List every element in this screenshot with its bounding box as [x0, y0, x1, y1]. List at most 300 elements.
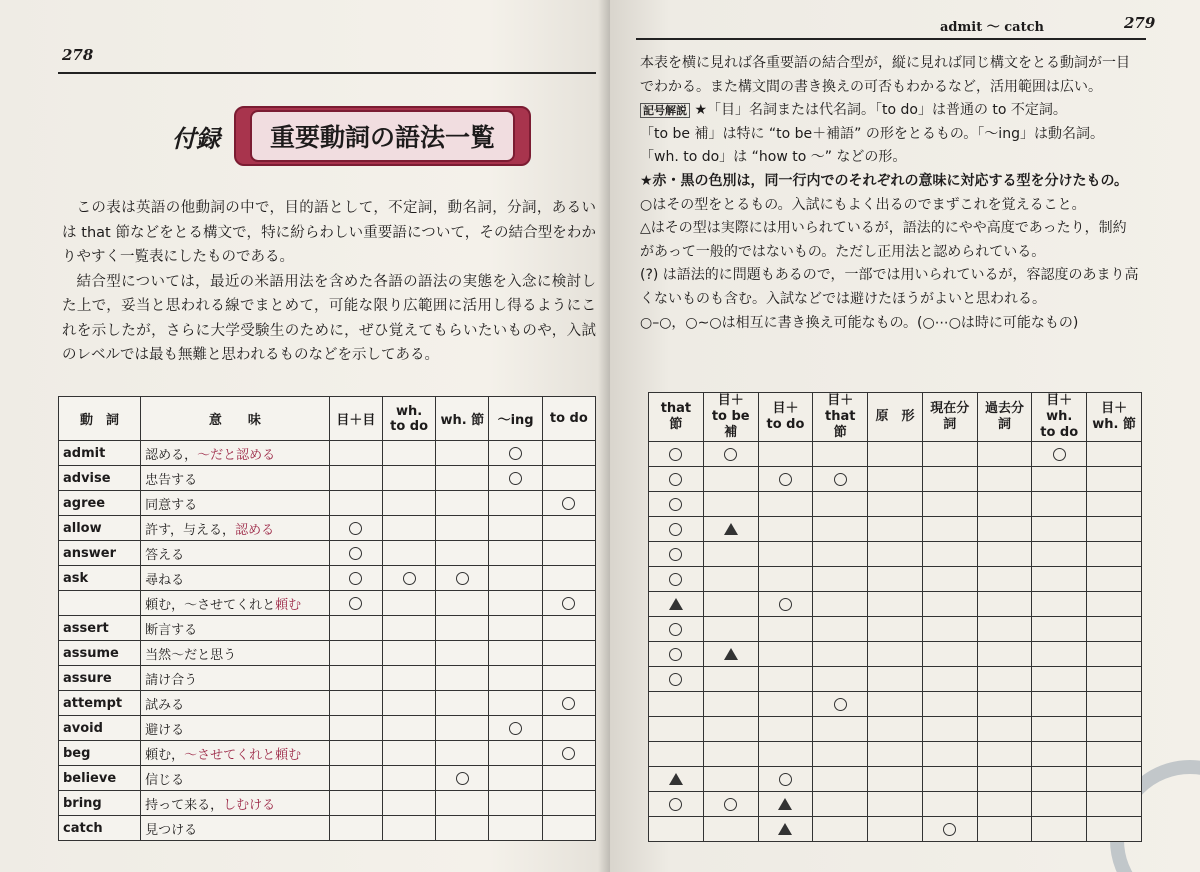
pattern-header: 目＋ to be 補 — [703, 393, 758, 442]
pattern-cell — [1087, 467, 1142, 492]
pattern-header: 目＋ that 節 — [813, 393, 868, 442]
pattern-cell — [1087, 817, 1142, 842]
circle-mark — [456, 572, 469, 585]
table-row — [59, 466, 596, 491]
pattern-header: 目＋ to do — [758, 393, 813, 442]
verb-cell: avoid — [59, 716, 141, 741]
table-row — [59, 816, 596, 841]
pattern-cell — [758, 617, 813, 642]
pattern-cell — [868, 717, 923, 742]
meaning-cell — [141, 441, 330, 466]
pattern-cell — [703, 692, 758, 717]
verb-cell: admit — [59, 441, 141, 466]
pattern-cell — [382, 666, 435, 691]
table-row — [59, 766, 596, 791]
header-ing: ～ing — [489, 397, 542, 441]
verb-cell: beg — [59, 741, 141, 766]
pattern-cell — [329, 741, 382, 766]
table-row — [649, 542, 1142, 567]
pattern-cell — [977, 467, 1032, 492]
pattern-cell — [813, 467, 868, 492]
pattern-cell — [703, 817, 758, 842]
pattern-cell — [436, 541, 489, 566]
pattern-cell — [649, 642, 704, 667]
pattern-cell — [868, 442, 923, 467]
pattern-cell — [436, 716, 489, 741]
pattern-cell — [922, 667, 977, 692]
title-box — [234, 106, 531, 166]
meaning-text: 請け合う — [145, 672, 198, 688]
pattern-cell — [1032, 667, 1087, 692]
triangle-mark — [724, 648, 738, 660]
pattern-cell — [977, 692, 1032, 717]
pattern-cell — [1032, 567, 1087, 592]
header-wh-to-do: wh. to do — [382, 397, 435, 441]
pattern-cell — [329, 516, 382, 541]
pattern-cell — [436, 441, 489, 466]
pattern-header: 目＋ wh. 節 — [1087, 393, 1142, 442]
verb-cell: assure — [59, 666, 141, 691]
meaning-text: 避ける — [145, 722, 185, 738]
pattern-cell — [542, 616, 595, 641]
table-row — [59, 666, 596, 691]
pattern-cell — [1032, 717, 1087, 742]
table-row — [649, 717, 1142, 742]
circle-mark — [779, 773, 792, 786]
pattern-cell — [977, 542, 1032, 567]
pattern-cell — [922, 692, 977, 717]
pattern-cell — [329, 541, 382, 566]
legend-line-2 — [640, 99, 1140, 123]
pattern-cell — [1032, 692, 1087, 717]
pattern-cell — [703, 667, 758, 692]
pattern-cell — [868, 792, 923, 817]
circle-mark — [669, 548, 682, 561]
table-row — [649, 592, 1142, 617]
legend-tag: 記号解説 — [640, 103, 690, 118]
table-row — [649, 767, 1142, 792]
pattern-cell — [489, 691, 542, 716]
pattern-cell — [649, 617, 704, 642]
circle-mark — [834, 473, 847, 486]
pattern-cell — [758, 692, 813, 717]
pattern-table — [648, 392, 1142, 842]
pattern-cell — [1032, 617, 1087, 642]
pattern-cell — [489, 766, 542, 791]
pattern-cell — [1032, 542, 1087, 567]
table-row — [649, 467, 1142, 492]
pattern-cell — [649, 542, 704, 567]
pattern-cell — [382, 491, 435, 516]
pattern-cell — [382, 441, 435, 466]
pattern-cell — [436, 466, 489, 491]
pattern-cell — [436, 591, 489, 616]
page-number-left: 278 — [62, 46, 94, 64]
legend-text — [640, 52, 1140, 335]
pattern-cell — [1087, 492, 1142, 517]
pattern-cell — [813, 817, 868, 842]
circle-mark — [403, 572, 416, 585]
pattern-cell — [813, 517, 868, 542]
pattern-cell — [382, 766, 435, 791]
verb-table-body — [59, 441, 596, 841]
pattern-cell — [813, 642, 868, 667]
running-header: admit ～ catch — [940, 20, 1044, 35]
pattern-cell — [382, 741, 435, 766]
pattern-cell — [542, 741, 595, 766]
triangle-mark — [778, 823, 792, 835]
pattern-cell — [329, 766, 382, 791]
table-row — [59, 716, 596, 741]
pattern-cell — [542, 691, 595, 716]
pattern-cell — [813, 592, 868, 617]
pattern-cell — [436, 766, 489, 791]
pattern-cell — [758, 442, 813, 467]
pattern-cell — [758, 767, 813, 792]
pattern-cell — [649, 717, 704, 742]
pattern-cell — [542, 666, 595, 691]
pattern-cell — [813, 767, 868, 792]
pattern-cell — [1032, 642, 1087, 667]
pattern-cell — [977, 667, 1032, 692]
meaning-text: 当然～だと思う — [145, 647, 237, 663]
pattern-cell — [868, 817, 923, 842]
legend-line-5: ★赤・黒の色別は，同一行内でのそれぞれの意味に対応する型を分けたもの。 — [640, 172, 1128, 189]
pattern-cell — [758, 667, 813, 692]
table-row — [649, 667, 1142, 692]
pattern-cell — [649, 667, 704, 692]
verb-cell — [59, 591, 141, 616]
pattern-cell — [813, 742, 868, 767]
meaning-cell — [141, 816, 330, 841]
meaning-text: 試みる — [145, 697, 185, 713]
meaning-cell — [141, 591, 330, 616]
legend-line-9: ○–○，○∼○は相互に書き換え可能なもの。(○⋯○は時に可能なもの) — [640, 314, 1079, 331]
pattern-cell — [1032, 792, 1087, 817]
pattern-cell — [649, 767, 704, 792]
title-area — [172, 106, 531, 166]
pattern-cell — [922, 717, 977, 742]
meaning-text: 頼む， — [145, 747, 185, 763]
verb-cell: bring — [59, 791, 141, 816]
pattern-cell — [542, 816, 595, 841]
pattern-cell — [649, 742, 704, 767]
header-rule-left — [58, 72, 596, 74]
pattern-cell — [703, 467, 758, 492]
circle-mark — [669, 523, 682, 536]
pattern-cell — [489, 641, 542, 666]
table-row — [649, 692, 1142, 717]
pattern-cell — [382, 616, 435, 641]
meaning-cell — [141, 466, 330, 491]
pattern-cell — [329, 591, 382, 616]
pattern-cell — [1032, 517, 1087, 542]
meaning-text: 断言する — [145, 622, 198, 638]
table-row — [59, 791, 596, 816]
pattern-cell — [489, 441, 542, 466]
pattern-cell — [542, 716, 595, 741]
pattern-cell — [329, 641, 382, 666]
table-row — [649, 492, 1142, 517]
pattern-cell — [1087, 542, 1142, 567]
pattern-cell — [542, 641, 595, 666]
pattern-cell — [977, 817, 1032, 842]
title-prefix: 付録 — [172, 123, 220, 153]
circle-mark — [562, 697, 575, 710]
meaning-text: 同意する — [145, 497, 198, 513]
pattern-cell — [977, 767, 1032, 792]
circle-mark — [349, 547, 362, 560]
pattern-cell — [1087, 692, 1142, 717]
meaning-text: 尋ねる — [145, 572, 185, 588]
circle-mark — [669, 798, 682, 811]
pattern-cell — [329, 441, 382, 466]
pattern-cell — [329, 666, 382, 691]
triangle-mark — [669, 598, 683, 610]
meaning-cell — [141, 616, 330, 641]
meaning-cell — [141, 491, 330, 516]
pattern-cell — [489, 591, 542, 616]
pattern-cell — [813, 442, 868, 467]
header-wh-clause: wh. 節 — [436, 397, 489, 441]
table-row — [59, 441, 596, 466]
pattern-cell — [868, 767, 923, 792]
pattern-cell — [922, 742, 977, 767]
pattern-cell — [436, 566, 489, 591]
pattern-cell — [922, 592, 977, 617]
triangle-mark — [724, 523, 738, 535]
circle-mark — [562, 747, 575, 760]
pattern-cell — [1087, 592, 1142, 617]
pattern-cell — [868, 667, 923, 692]
circle-mark — [724, 798, 737, 811]
pattern-cell — [329, 491, 382, 516]
intro-text — [62, 196, 596, 368]
circle-mark — [669, 448, 682, 461]
pattern-cell — [436, 516, 489, 541]
pattern-cell — [1032, 467, 1087, 492]
circle-mark — [1053, 448, 1066, 461]
pattern-cell — [703, 592, 758, 617]
pattern-cell — [758, 567, 813, 592]
legend-line-8: (?) は語法的に問題もあるので，一部では用いられているが，容認度のあまり高くないものも含む。入試などでは避けたほうがよいと思われる。 — [640, 267, 1139, 307]
pattern-cell — [1087, 517, 1142, 542]
pattern-cell — [542, 441, 595, 466]
pattern-cell — [703, 567, 758, 592]
table-row — [59, 591, 596, 616]
table-row — [649, 742, 1142, 767]
meaning-cell — [141, 716, 330, 741]
pattern-cell — [758, 517, 813, 542]
pattern-cell — [922, 442, 977, 467]
pattern-cell — [329, 616, 382, 641]
pattern-cell — [436, 791, 489, 816]
meaning-text: 許す，与える， — [145, 522, 236, 538]
pattern-cell — [977, 592, 1032, 617]
verb-cell: allow — [59, 516, 141, 541]
meaning-cell — [141, 516, 330, 541]
legend-line-7: △はその型は実際には用いられているが，語法的にやや高度であったり，制約があって一般的ではないもの。ただし正用法と認められている。 — [640, 220, 1127, 260]
pattern-cell — [329, 791, 382, 816]
pattern-cell — [542, 491, 595, 516]
pattern-cell — [868, 517, 923, 542]
pattern-cell — [1032, 767, 1087, 792]
pattern-cell — [489, 816, 542, 841]
meaning-text: 頼む，～させてくれと — [145, 597, 276, 613]
table-row — [649, 517, 1142, 542]
pattern-cell — [977, 717, 1032, 742]
verb-cell: believe — [59, 766, 141, 791]
meaning-red-text: 頼む — [275, 597, 302, 613]
pattern-cell — [329, 716, 382, 741]
pattern-cell — [758, 642, 813, 667]
meaning-cell — [141, 691, 330, 716]
pattern-cell — [436, 491, 489, 516]
pattern-cell — [922, 792, 977, 817]
pattern-cell — [489, 566, 542, 591]
meaning-cell — [141, 766, 330, 791]
pattern-cell — [813, 667, 868, 692]
meaning-text: 答える — [145, 547, 185, 563]
pattern-cell — [703, 792, 758, 817]
pattern-cell — [1032, 442, 1087, 467]
table-row — [649, 642, 1142, 667]
pattern-cell — [1032, 492, 1087, 517]
table-row — [59, 691, 596, 716]
pattern-cell — [813, 617, 868, 642]
table-row — [59, 741, 596, 766]
pattern-cell — [922, 517, 977, 542]
pattern-cell — [922, 492, 977, 517]
circle-mark — [349, 597, 362, 610]
pattern-cell — [382, 566, 435, 591]
circle-mark — [834, 698, 847, 711]
table-row — [59, 541, 596, 566]
circle-mark — [669, 473, 682, 486]
pattern-cell — [1087, 717, 1142, 742]
legend-line-4: 「wh. to do」は “how to ～” などの形。 — [640, 149, 907, 166]
pattern-cell — [489, 616, 542, 641]
pattern-cell — [1087, 567, 1142, 592]
pattern-cell — [436, 666, 489, 691]
pattern-cell — [868, 642, 923, 667]
table-header-row — [59, 397, 596, 441]
pattern-cell — [813, 717, 868, 742]
intro-paragraph-1: この表は英語の他動詞の中で，目的語として，不定詞，動名詞，分詞，あるいは that 節などをとる構文で，特に紛らわしい重要語について，その結合型をわかりやすく一覧表にしたものである。 — [62, 200, 596, 265]
header-meaning: 意 味 — [141, 397, 330, 441]
table-row — [59, 491, 596, 516]
pattern-cell — [758, 492, 813, 517]
table-row — [649, 617, 1142, 642]
pattern-cell — [977, 617, 1032, 642]
pattern-cell — [489, 791, 542, 816]
pattern-cell — [649, 792, 704, 817]
meaning-cell — [141, 541, 330, 566]
pattern-cell — [703, 742, 758, 767]
pattern-cell — [868, 617, 923, 642]
pattern-cell — [758, 717, 813, 742]
pattern-cell — [436, 816, 489, 841]
meaning-text: 認める， — [145, 447, 198, 463]
circle-mark — [669, 673, 682, 686]
circle-mark — [779, 598, 792, 611]
pattern-cell — [922, 617, 977, 642]
pattern-cell — [382, 716, 435, 741]
circle-mark — [509, 447, 522, 460]
pattern-cell — [542, 516, 595, 541]
legend-line-3: 「to be 補」は特に “to be＋補語” の形をとるもの。「～ing」は動名詞。 — [640, 125, 1104, 142]
pattern-cell — [868, 592, 923, 617]
pattern-header: 目＋ wh. to do — [1032, 393, 1087, 442]
header-to-do: to do — [542, 397, 595, 441]
pattern-cell — [382, 691, 435, 716]
pattern-cell — [922, 467, 977, 492]
table-row — [649, 442, 1142, 467]
pattern-cell — [758, 817, 813, 842]
pattern-cell — [542, 566, 595, 591]
pattern-cell — [382, 591, 435, 616]
pattern-cell — [868, 692, 923, 717]
pattern-cell — [649, 442, 704, 467]
pattern-cell — [813, 492, 868, 517]
pattern-cell — [489, 466, 542, 491]
pattern-cell — [382, 466, 435, 491]
circle-mark — [509, 472, 522, 485]
circle-mark — [779, 473, 792, 486]
pattern-cell — [1087, 767, 1142, 792]
circle-mark — [509, 722, 522, 735]
pattern-cell — [703, 617, 758, 642]
pattern-cell — [922, 817, 977, 842]
pattern-cell — [436, 641, 489, 666]
meaning-text: 信じる — [145, 772, 185, 788]
meaning-text: 持って来る， — [145, 797, 224, 813]
pattern-cell — [1087, 617, 1142, 642]
table-row — [649, 792, 1142, 817]
pattern-cell — [758, 467, 813, 492]
pattern-cell — [436, 691, 489, 716]
pattern-cell — [1032, 742, 1087, 767]
pattern-cell — [977, 742, 1032, 767]
table-row — [59, 641, 596, 666]
pattern-cell — [1087, 742, 1142, 767]
table-row — [59, 616, 596, 641]
intro-paragraph-2: 結合型については，最近の米語用法を含めた各語の語法の実態を入念に検討した上で，妥当と思われる線でまとめて，可能な限り広範囲に活用し得るようにこれを示したが，さらに大学受験生のために，ぜひ覚えてもらいたいものや，入試のレベルでは最も無難と思われるものなどを示してある。 — [62, 273, 596, 363]
pattern-cell — [868, 742, 923, 767]
pattern-cell — [868, 567, 923, 592]
circle-mark — [349, 522, 362, 535]
legend-line-1: 本表を横に見れば各重要語の結合型が，縦に見れば同じ構文をとる動詞が一目でわかる。また構文間の書き換えの可否もわかるなど，活用範囲は広い。 — [640, 55, 1130, 95]
pattern-cell — [868, 492, 923, 517]
pattern-cell — [489, 666, 542, 691]
pattern-cell — [542, 466, 595, 491]
pattern-cell — [977, 492, 1032, 517]
circle-mark — [562, 597, 575, 610]
pattern-cell — [649, 592, 704, 617]
pattern-cell — [542, 541, 595, 566]
circle-mark — [669, 498, 682, 511]
pattern-cell — [382, 641, 435, 666]
pattern-cell — [922, 542, 977, 567]
pattern-table-body — [649, 442, 1142, 842]
table-row — [649, 567, 1142, 592]
pattern-cell — [382, 541, 435, 566]
pattern-cell — [703, 642, 758, 667]
pattern-cell — [649, 692, 704, 717]
circle-mark — [724, 448, 737, 461]
header-verb: 動 詞 — [59, 397, 141, 441]
pattern-cell — [329, 816, 382, 841]
